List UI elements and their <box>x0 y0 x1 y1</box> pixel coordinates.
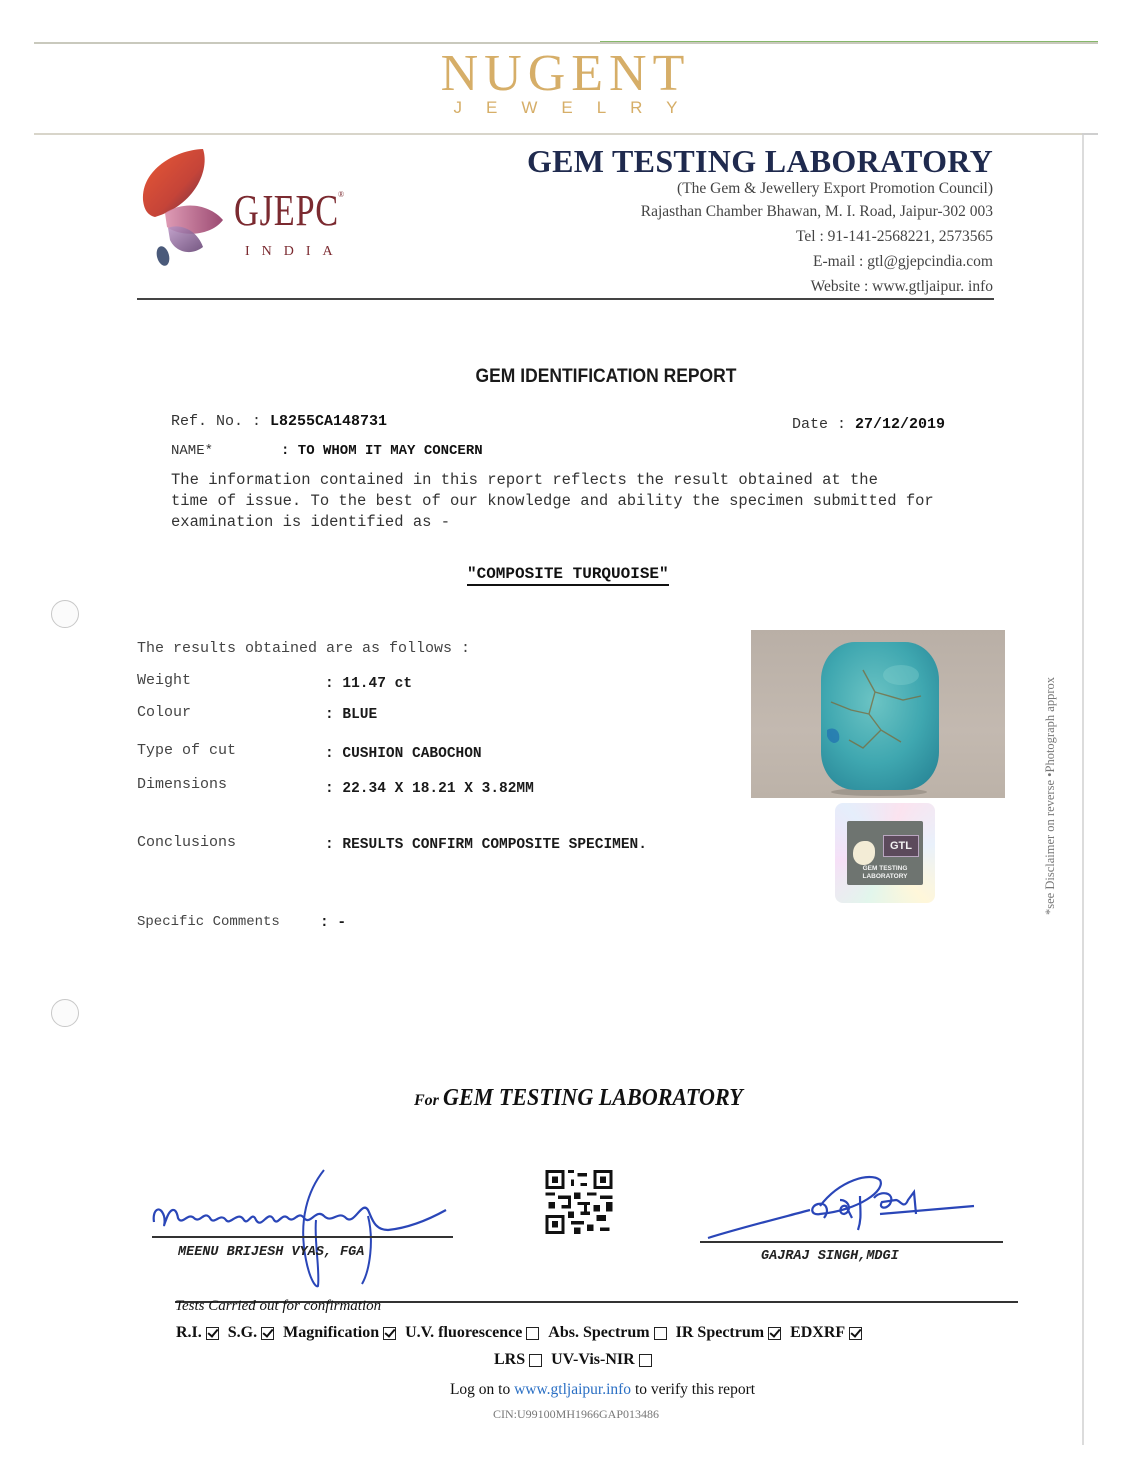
tests-row-1 <box>176 1324 871 1342</box>
tests-caption: Tests Carried out for confirmation <box>175 1298 382 1314</box>
checkbox-checked[interactable] <box>768 1327 781 1340</box>
weight-label: Weight <box>137 672 192 689</box>
lab-address: Rajasthan Chamber Bhawan, M. I. Road, Jaipur-302 003 <box>640 203 993 220</box>
test-label: S.G. <box>227 1324 258 1341</box>
page-right-edge <box>1082 135 1084 1445</box>
ref-number-value: L8255CA148731 <box>270 413 388 430</box>
lab-email: E-mail : gtl@gjepcindia.com <box>813 253 993 270</box>
comments-value: : - <box>320 915 347 931</box>
photo-disclaimer: *see Disclaimer on reverse •Photograph approx <box>1043 677 1057 915</box>
verification-qr-code[interactable] <box>545 1170 613 1234</box>
nugent-logo-text: NUGENT <box>440 45 691 102</box>
colour-value: : BLUE <box>325 707 378 723</box>
test-item <box>790 1324 862 1342</box>
tests-row-2 <box>494 1351 661 1369</box>
gjepc-logo-subtitle: INDIA <box>245 244 345 259</box>
test-label: IR Spectrum <box>675 1324 765 1341</box>
signature-meenu-vyas <box>148 1160 448 1290</box>
intro-line: examination is identified as - <box>171 513 451 531</box>
checkbox-checked[interactable] <box>261 1327 274 1340</box>
lab-title: GEM TESTING LABORATORY <box>526 143 993 179</box>
name-label: NAME* <box>171 443 214 459</box>
test-label: UV-Vis-NIR <box>551 1351 635 1368</box>
for-lab-line <box>414 1085 769 1112</box>
test-label: Abs. Spectrum <box>548 1324 650 1341</box>
identification-result: "COMPOSITE TURQUOISE" <box>467 565 669 586</box>
verify-line <box>0 1381 1131 1399</box>
right-signer-name: GAJRAJ SINGH,MDGI <box>761 1249 899 1264</box>
test-item <box>548 1324 666 1342</box>
colour-label: Colour <box>137 704 192 721</box>
signature-line-right <box>700 1241 1003 1243</box>
signature-line-left <box>152 1236 453 1238</box>
conclusions-value: : RESULTS CONFIRM COMPOSITE SPECIMEN. <box>325 837 647 853</box>
comments-label: Specific Comments <box>137 914 280 930</box>
punch-hole-bottom <box>51 999 79 1027</box>
page-corner-edge <box>1082 133 1098 135</box>
dimensions-label: Dimensions <box>137 776 228 793</box>
test-label: R.I. <box>176 1324 202 1341</box>
lab-telephone: Tel : 91-141-2568221, 2573565 <box>796 228 993 245</box>
name-row <box>171 442 483 459</box>
report-title: GEM IDENTIFICATION REPORT <box>475 366 737 387</box>
for-lab-name: GEM TESTING LABORATORY <box>442 1085 743 1111</box>
scan-top-edge-tint <box>600 41 1098 42</box>
conclusions-label: Conclusions <box>137 834 237 851</box>
gjepc-butterfly-logo <box>135 145 225 270</box>
hologram-emblem <box>847 821 923 885</box>
turquoise-stone-image <box>751 630 1005 798</box>
gem-photo <box>751 630 1005 798</box>
brand-band-divider <box>34 133 1098 135</box>
checkbox-checked[interactable] <box>383 1327 396 1340</box>
hologram-emblem-shape <box>853 841 875 865</box>
test-item <box>494 1351 542 1369</box>
test-item <box>228 1324 274 1342</box>
cut-label: Type of cut <box>137 742 237 759</box>
checkbox-unchecked[interactable] <box>526 1327 539 1340</box>
checkbox-unchecked[interactable] <box>654 1327 667 1340</box>
verify-link[interactable]: www.gtljaipur.info <box>514 1381 632 1398</box>
date-value: 27/12/2019 <box>855 416 946 433</box>
name-value: : TO WHOM IT MAY CONCERN <box>281 443 483 459</box>
test-item <box>176 1324 219 1342</box>
left-signer-name: MEENU BRIJESH VYAS, FGA <box>178 1245 365 1260</box>
intro-line: The information contained in this report reflects the result obtained at the <box>171 471 878 489</box>
test-item <box>551 1351 652 1369</box>
header-divider <box>137 298 994 300</box>
lab-subtitle: (The Gem & Jewellery Export Promotion Council) <box>677 180 993 197</box>
ref-number-row <box>171 413 387 430</box>
ref-number-label: Ref. No. : <box>171 413 262 430</box>
intro-line: time of issue. To the best of our knowledge and ability the specimen submitted for <box>171 492 934 510</box>
cin-number: CIN:U99100MH1966GAP013486 <box>492 1407 659 1421</box>
hologram-caption: GEM TESTING LABORATORY <box>862 865 908 880</box>
signature-gajraj-singh <box>700 1170 990 1250</box>
test-label: U.V. fluorescence <box>405 1324 523 1341</box>
date-row <box>792 416 945 433</box>
hologram-gtl-text: GTL <box>883 835 919 857</box>
verify-prefix: Log on to <box>449 1381 511 1398</box>
test-item <box>676 1324 781 1342</box>
test-item <box>405 1324 539 1342</box>
test-label: LRS <box>494 1351 526 1368</box>
checkbox-checked[interactable] <box>849 1327 862 1340</box>
checkbox-unchecked[interactable] <box>529 1354 542 1367</box>
registered-mark: ® <box>338 190 345 199</box>
punch-hole-top <box>51 600 79 628</box>
nugent-logo-subtitle: JEWELRY <box>453 98 702 117</box>
test-label: Magnification <box>283 1324 380 1341</box>
results-heading: The results obtained are as follows : <box>137 640 471 657</box>
weight-value: : 11.47 ct <box>325 676 413 692</box>
cut-value: : CUSHION CABOCHON <box>325 746 482 762</box>
lab-website: Website : www.gtljaipur. info <box>810 278 993 295</box>
gjepc-logo-text: GJEPC <box>234 186 339 235</box>
for-prefix: For <box>414 1092 439 1109</box>
date-label: Date : <box>792 416 847 433</box>
test-item <box>283 1324 396 1342</box>
checkbox-unchecked[interactable] <box>639 1354 652 1367</box>
report-intro <box>171 470 1051 533</box>
test-label: EDXRF <box>790 1324 846 1341</box>
gtl-hologram-sticker <box>835 803 935 903</box>
checkbox-checked[interactable] <box>206 1327 219 1340</box>
dimensions-value: : 22.34 X 18.21 X 3.82MM <box>325 781 534 797</box>
verify-suffix: to verify this report <box>634 1381 756 1398</box>
